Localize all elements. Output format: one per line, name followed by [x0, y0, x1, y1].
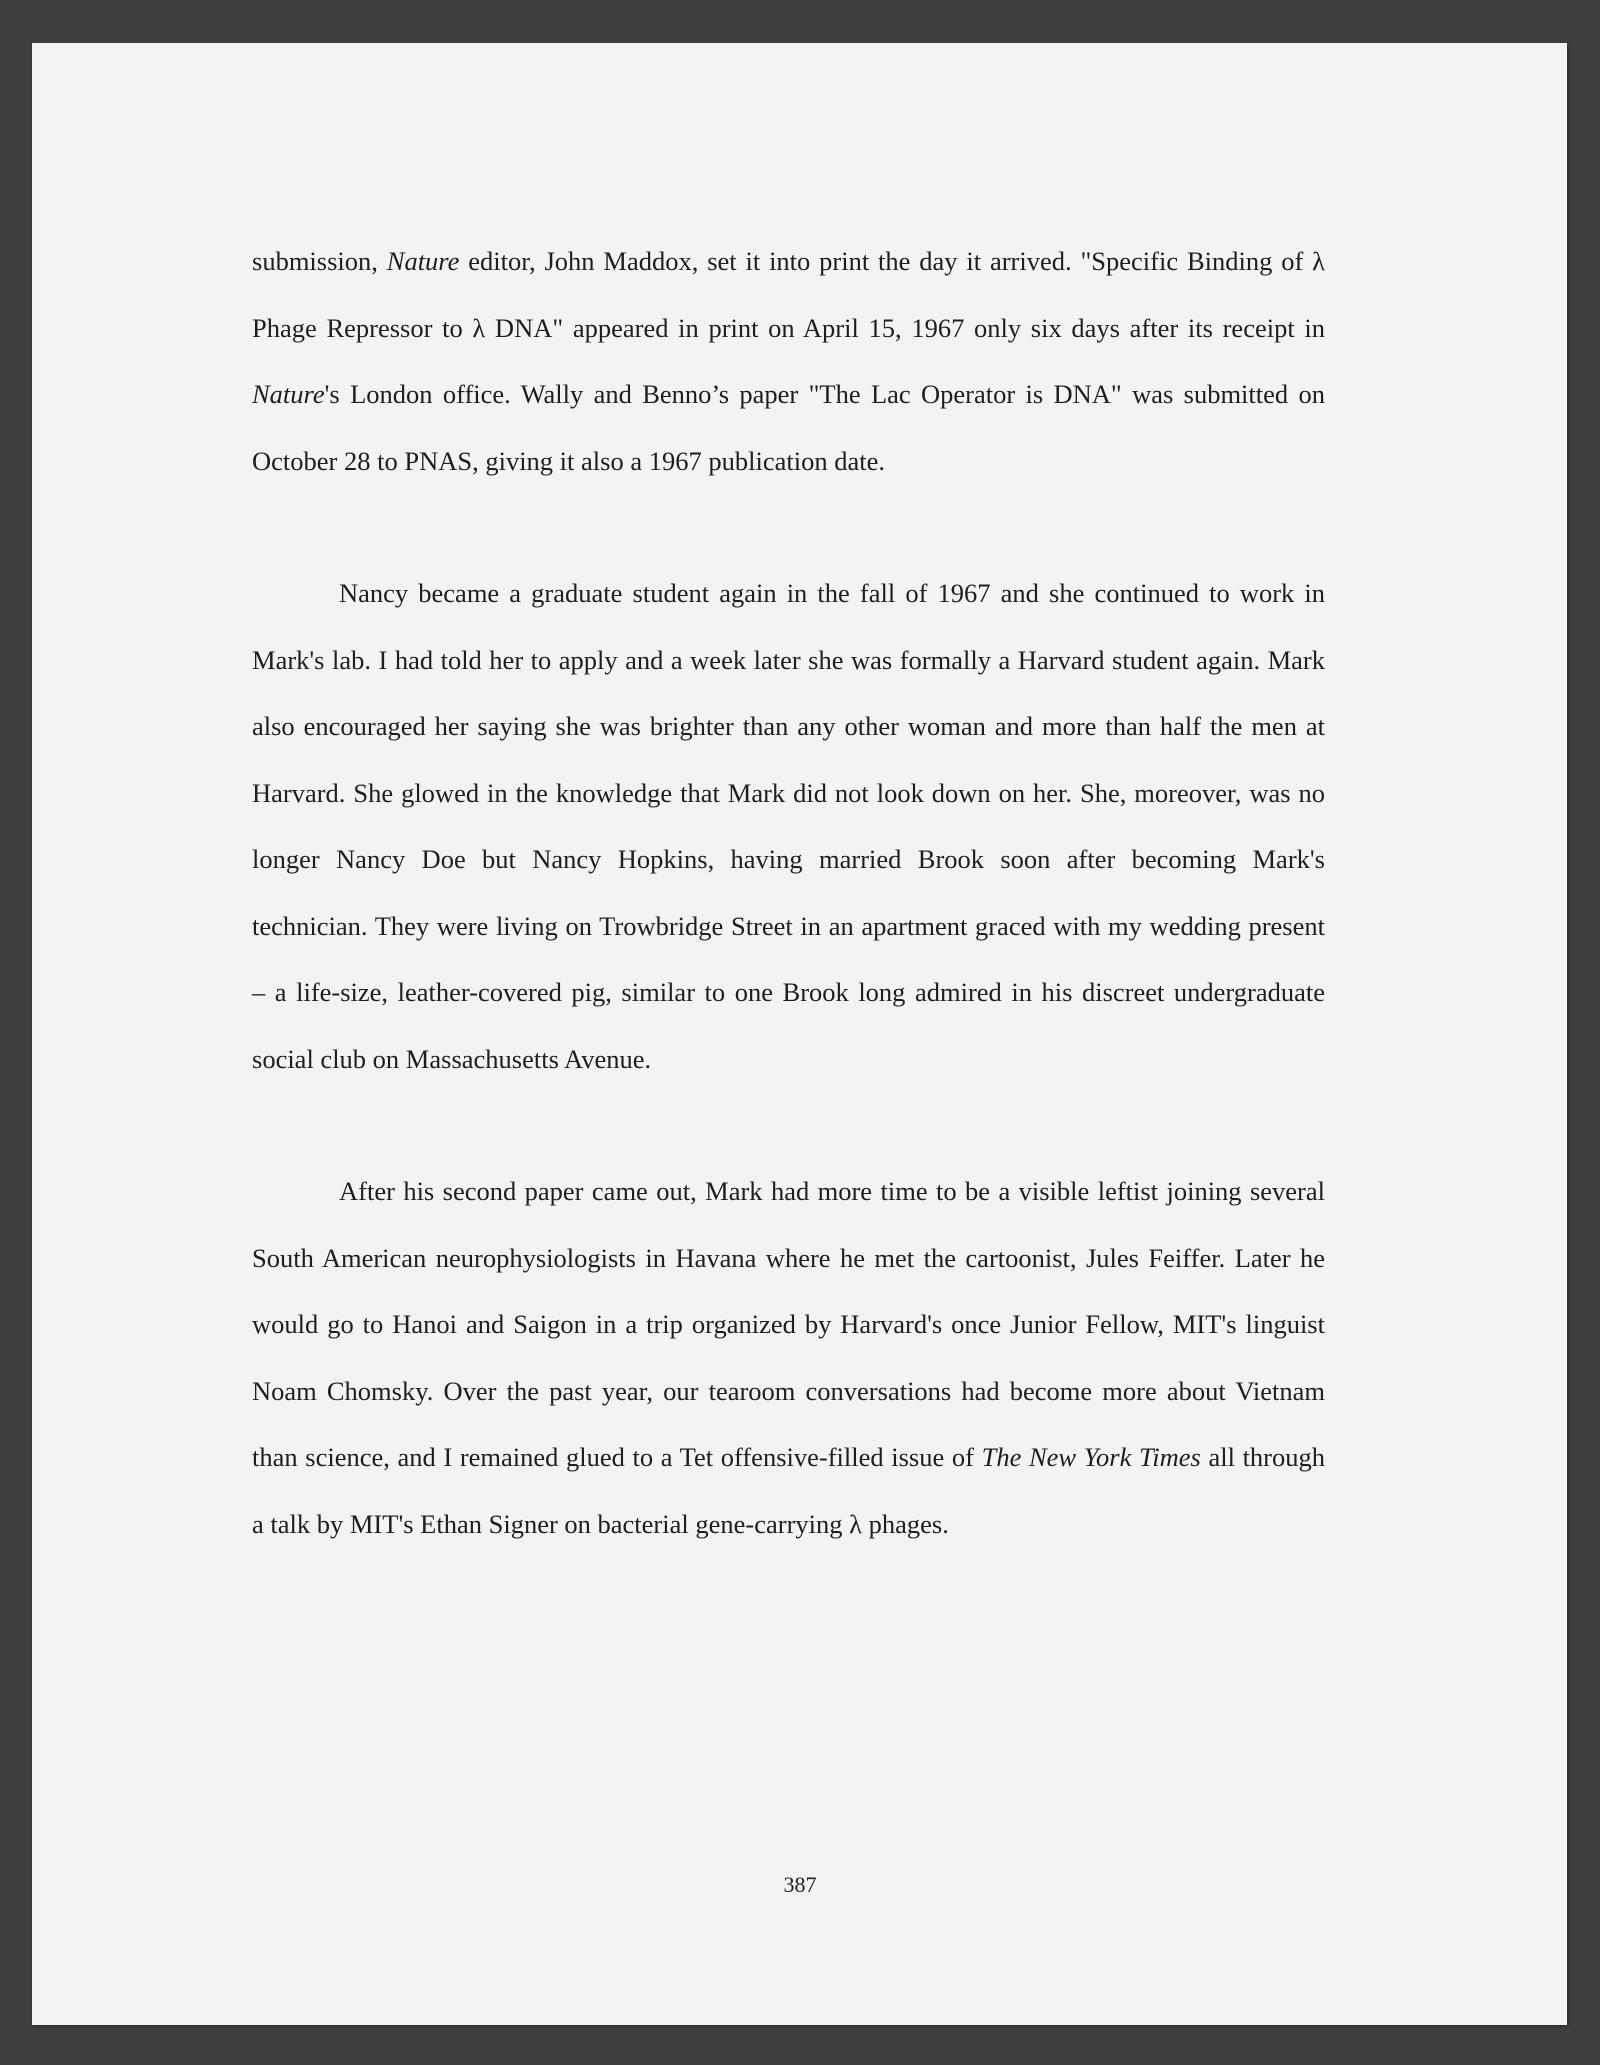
paragraph-1-text: submission,	[252, 246, 387, 276]
paragraph-2	[252, 560, 1325, 1092]
italic-journal-title: Nature	[252, 379, 325, 409]
italic-newspaper-title: The New York Times	[981, 1442, 1201, 1472]
paragraph-3-text: all through a talk by MIT's Ethan Signer on bacterial gene-carrying λ phages.	[252, 1442, 1326, 1539]
paragraph-2-text: Nancy became a graduate student again in the fall of 1967 and she continued to work in Mark's lab. I had told her to apply and a week later she was formally a Harvard student again. Mark also encouraged her saying she was brighter than any other woman and more than half the men at Harvard. She glowed in the knowledge that Mark did not look down on her. She, moreover, was no longer Nancy Doe but Nancy Hopkins, having married Brook soon after becoming Mark's technician. They were living on Trowbridge Street in an apartment graced with my wedding present – a life-size, leather-covered pig, similar to one Brook long admired in his discreet undergraduate social club on Massachusetts Avenue.	[252, 578, 1325, 1074]
paragraph-3-text: After his second paper came out, Mark had more time to be a visible leftist joining several South American neurophysiologists in Havana where he met the cartoonist, Jules Feiffer. Later he would go to Hanoi and Saigon in a trip organized by Harvard's once Junior Fellow, MIT's linguist Noam Chomsky. Over the past year, our tearoom conversations had become more about Vietnam than science, and I remained glued to a Tet offensive-filled issue of	[252, 1176, 1325, 1472]
paragraph-3	[252, 1158, 1325, 1557]
body-text	[252, 228, 1325, 1557]
paragraph-1	[252, 228, 1325, 494]
italic-journal-title: Nature	[386, 246, 460, 276]
paragraph-1-text: editor, John Maddox, set it into print the day it arrived. "Specific Binding of λ Phage Repressor to λ DNA" appeared in print on April 15, 1967 only six days after its receipt in	[252, 246, 1325, 343]
paragraph-1-text: 's London office. Wally and Benno’s paper "The Lac Operator is DNA" was submitted on October 28 to PNAS, giving it also a 1967 publication date.	[252, 379, 1325, 476]
page-number: 387	[783, 1872, 817, 1897]
